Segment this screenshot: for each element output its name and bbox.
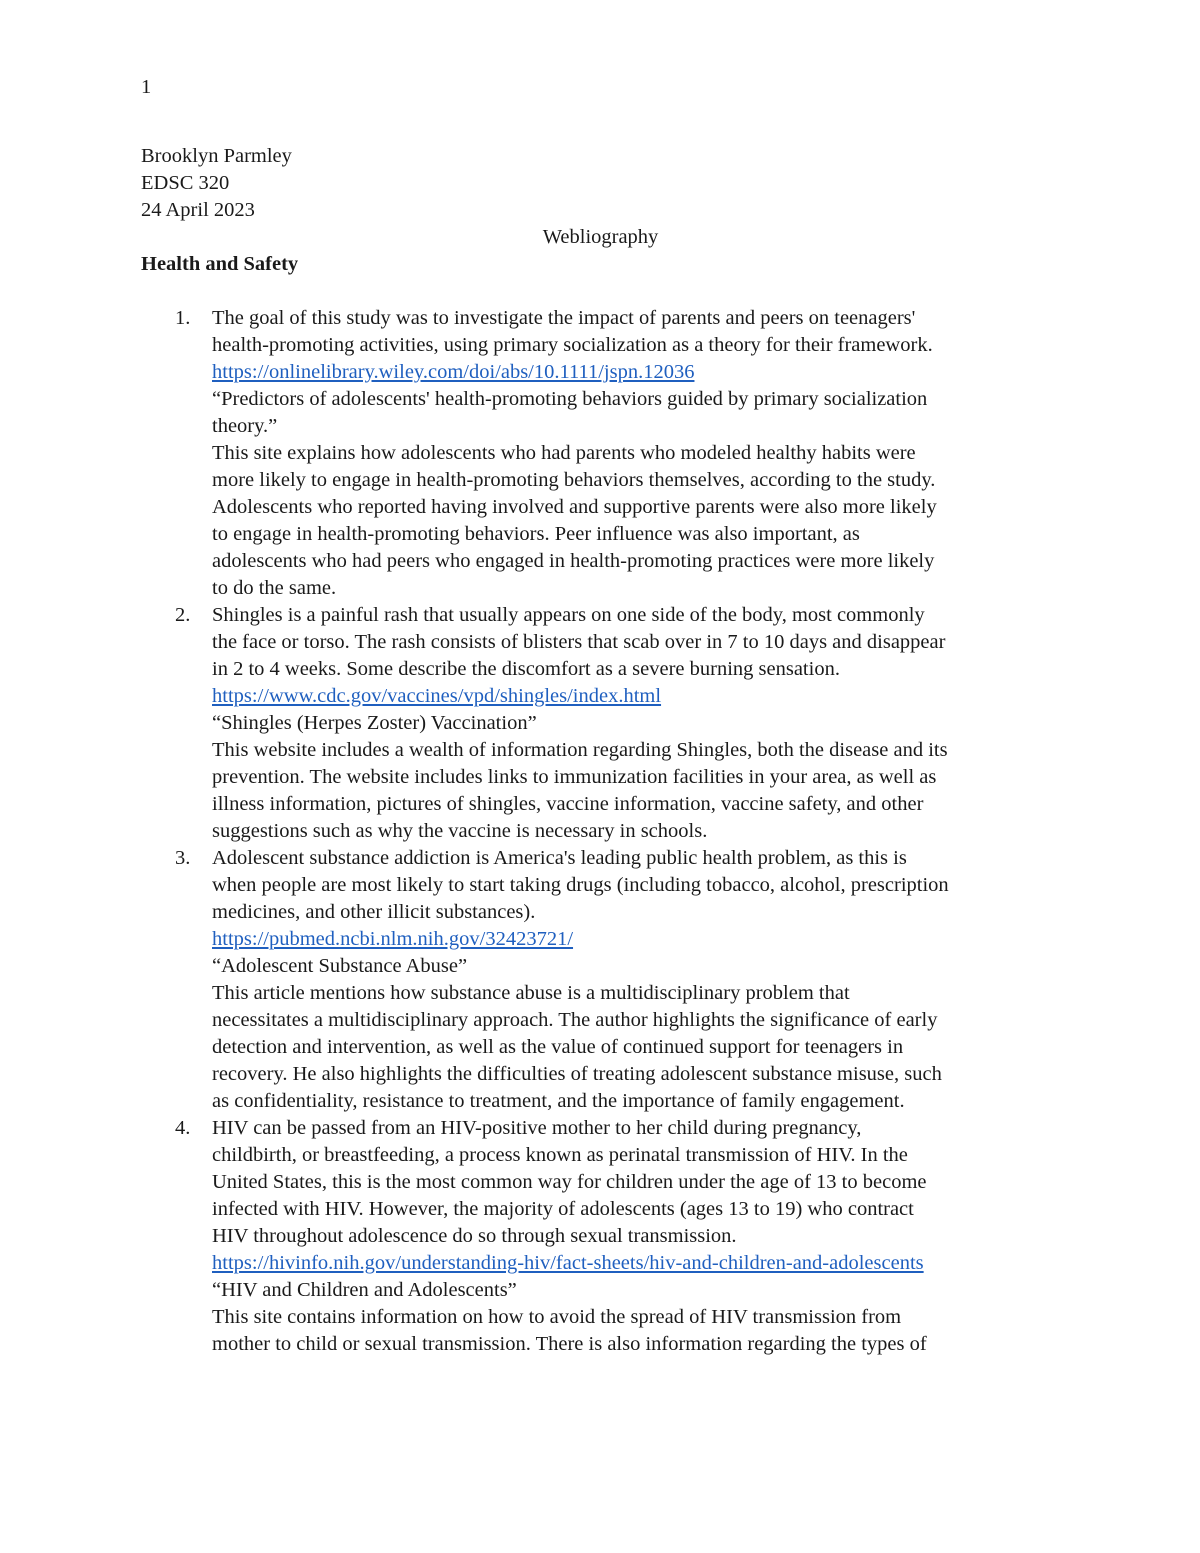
entry-description-line: necessitates a multidisciplinary approach. The author highlights the significance of early — [212, 1009, 938, 1031]
entry-summary-line: HIV throughout adolescence do so through sexual transmission. — [212, 1225, 737, 1247]
author-name: Brooklyn Parmley — [141, 145, 292, 167]
webliography-list — [141, 305, 1081, 1358]
entry-source-title-line: “Adolescent Substance Abuse” — [212, 955, 468, 977]
list-item — [141, 602, 1081, 845]
entry-link-line — [212, 683, 1081, 710]
list-item-number: 4. — [175, 1117, 191, 1139]
document-header — [141, 143, 1081, 278]
entry-summary-line: United States, this is the most common way for children under the age of 13 to become — [212, 1171, 927, 1193]
entry-description-line: as confidentiality, resistance to treatment, and the importance of family engagement. — [212, 1090, 905, 1112]
entry-source-link[interactable]: https://hivinfo.nih.gov/understanding-hiv/fact-sheets/hiv-and-children-and-adolescents — [212, 1252, 924, 1274]
entry-summary-line: Shingles is a painful rash that usually appears on one side of the body, most commonly — [212, 604, 925, 626]
document-title: Webliography — [542, 226, 659, 248]
entry-summary-line: when people are most likely to start taking drugs (including tobacco, alcohol, prescription — [212, 874, 949, 896]
entry-description-line: suggestions such as why the vaccine is necessary in schools. — [212, 820, 708, 842]
entry-source-title-line: “HIV and Children and Adolescents” — [212, 1279, 517, 1301]
page-number: 1 — [141, 76, 152, 98]
list-item — [141, 845, 1081, 1115]
entry-description-line: more likely to engage in health-promoting behaviors themselves, according to the study. — [212, 469, 936, 491]
entry-source-title-line: theory.” — [212, 415, 278, 437]
entry-source-title-line: “Predictors of adolescents' health-promoting behaviors guided by primary socialization — [212, 388, 928, 410]
entry-description-line: illness information, pictures of shingles, vaccine information, vaccine safety, and other — [212, 793, 924, 815]
entry-description-line: detection and intervention, as well as the value of continued support for teenagers in — [212, 1036, 904, 1058]
entry-description-line: prevention. The website includes links to immunization facilities in your area, as well as — [212, 766, 937, 788]
list-item-number: 2. — [175, 604, 191, 626]
entry-description-line: This site explains how adolescents who had parents who modeled healthy habits were — [212, 442, 916, 464]
entry-summary-line: health-promoting activities, using primary socialization as a theory for their framework. — [212, 334, 933, 356]
entry-summary-line: HIV can be passed from an HIV-positive mother to her child during pregnancy, — [212, 1117, 862, 1139]
entry-description-line: mother to child or sexual transmission. There is also information regarding the types of — [212, 1333, 927, 1355]
entry-description-line: to do the same. — [212, 577, 337, 599]
entry-description-line: Adolescents who reported having involved and supportive parents were also more likely — [212, 496, 937, 518]
entry-description-line: This website includes a wealth of information regarding Shingles, both the disease and its — [212, 739, 948, 761]
list-item-number: 1. — [175, 307, 191, 329]
entry-source-title-line: “Shingles (Herpes Zoster) Vaccination” — [212, 712, 537, 734]
entry-summary-line: infected with HIV. However, the majority of adolescents (ages 13 to 19) who contract — [212, 1198, 914, 1220]
list-item — [141, 1115, 1081, 1358]
entry-summary-line: the face or torso. The rash consists of blisters that scab over in 7 to 10 days and disappear — [212, 631, 946, 653]
entry-link-line — [212, 1250, 1081, 1277]
document-date: 24 April 2023 — [141, 199, 255, 221]
entry-source-link[interactable]: https://onlinelibrary.wiley.com/doi/abs/10.1111/jspn.12036 — [212, 361, 695, 383]
entry-link-line — [212, 926, 1081, 953]
entry-source-link[interactable]: https://www.cdc.gov/vaccines/vpd/shingles/index.html — [212, 685, 662, 707]
course-code: EDSC 320 — [141, 172, 230, 194]
entry-summary-line: The goal of this study was to investigate the impact of parents and peers on teenagers' — [212, 307, 916, 329]
entry-link-line — [212, 359, 1081, 386]
entry-description-line: to engage in health-promoting behaviors. Peer influence was also important, as — [212, 523, 860, 545]
entry-summary-line: Adolescent substance addiction is America's leading public health problem, as this is — [212, 847, 907, 869]
entry-description-line: recovery. He also highlights the difficulties of treating adolescent substance misuse, such — [212, 1063, 942, 1085]
entry-source-link[interactable]: https://pubmed.ncbi.nlm.nih.gov/32423721/ — [212, 928, 574, 950]
section-heading: Health and Safety — [141, 253, 299, 275]
list-item — [141, 305, 1081, 602]
list-item-number: 3. — [175, 847, 191, 869]
entry-summary-line: medicines, and other illicit substances). — [212, 901, 536, 923]
entry-description-line: adolescents who had peers who engaged in health-promoting practices were more likely — [212, 550, 935, 572]
entry-summary-line: in 2 to 4 weeks. Some describe the discomfort as a severe burning sensation. — [212, 658, 840, 680]
entry-description-line: This article mentions how substance abuse is a multidisciplinary problem that — [212, 982, 850, 1004]
entry-description-line: This site contains information on how to avoid the spread of HIV transmission from — [212, 1306, 902, 1328]
entry-summary-line: childbirth, or breastfeeding, a process known as perinatal transmission of HIV. In the — [212, 1144, 908, 1166]
